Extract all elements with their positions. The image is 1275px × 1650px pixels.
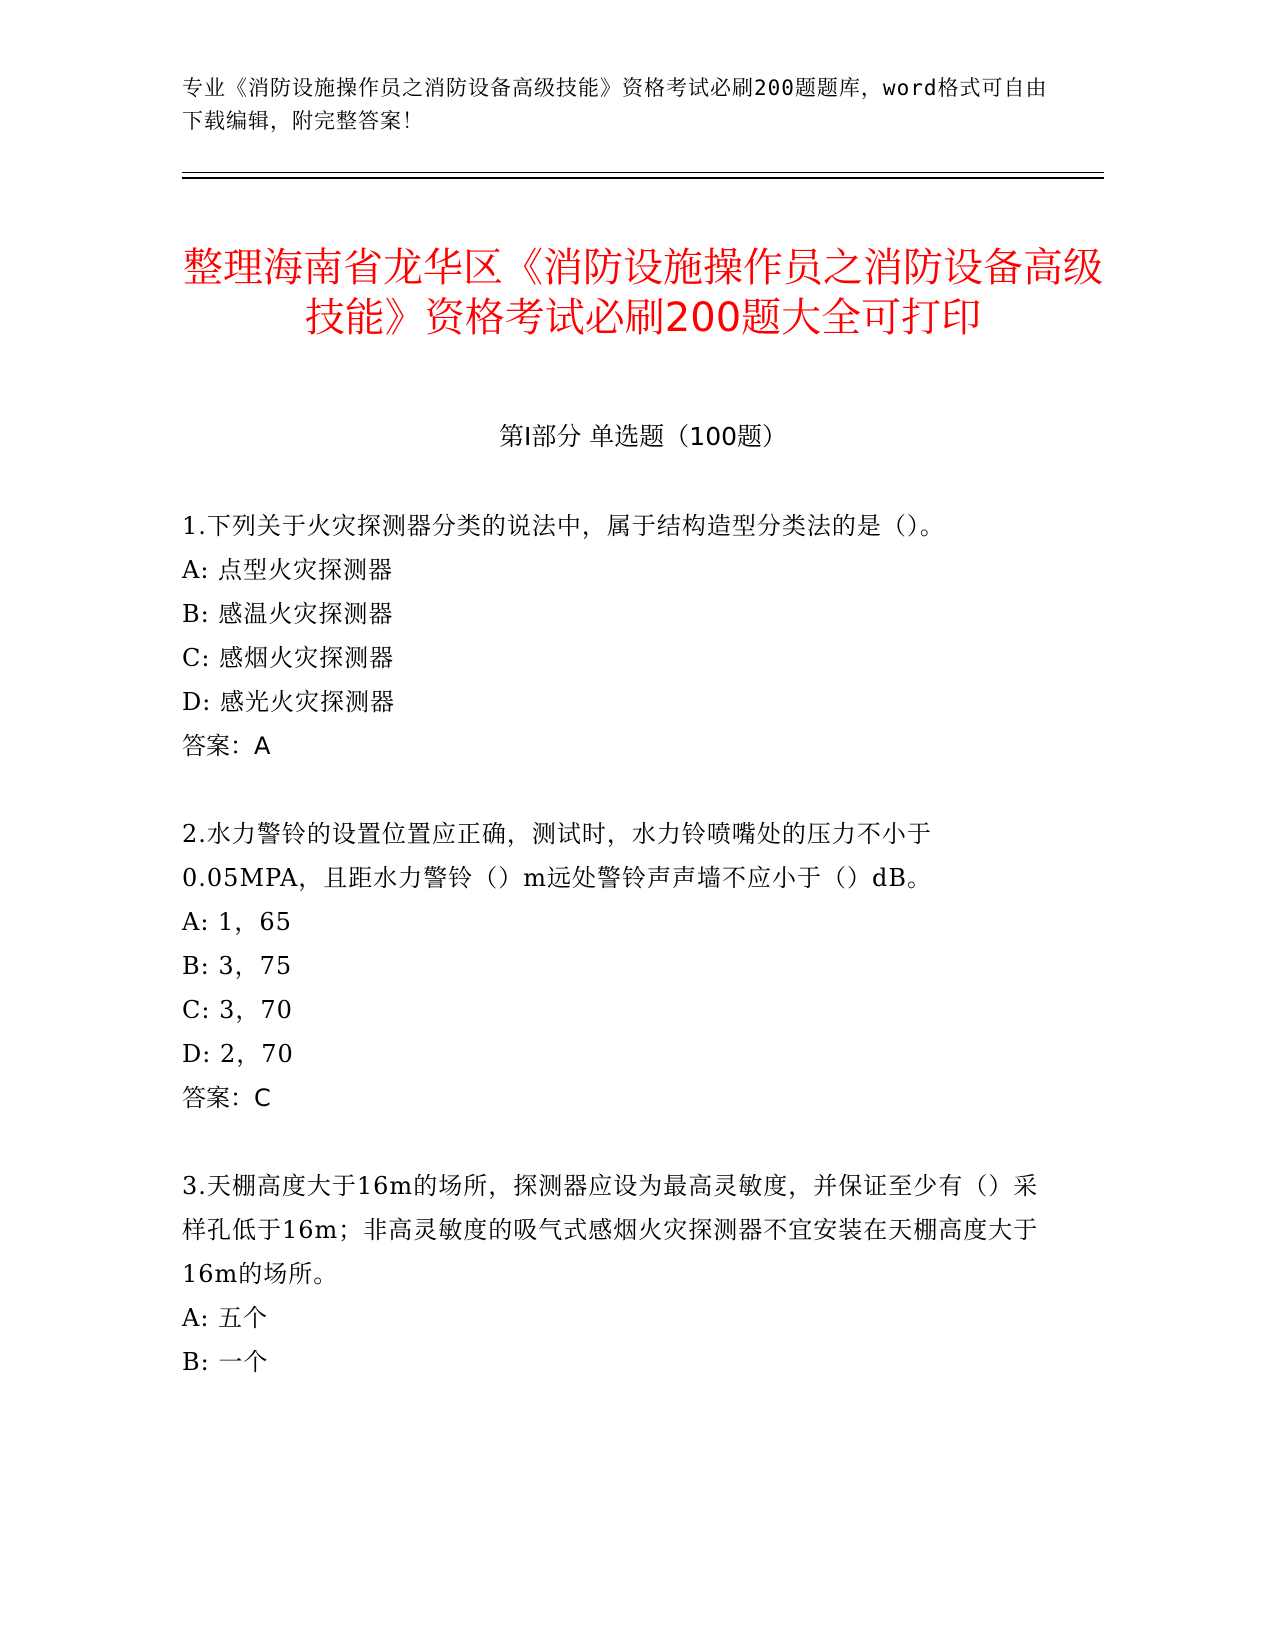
option-a: A: 1，65 xyxy=(182,908,292,936)
question-spacer xyxy=(182,1120,1052,1164)
question-stem: 1.下列关于火灾探测器分类的说法中，属于结构造型分类法的是（）。 xyxy=(182,512,945,540)
header-divider-thick xyxy=(182,177,1104,179)
question-1 xyxy=(182,504,1052,768)
header-divider-thin xyxy=(182,172,1104,173)
question-stem: 2.水力警铃的设置位置应正确，测试时，水力铃喷嘴处的压力不小于0.05MPA，且距水力警铃（）m远处警铃声声墙不应小于（）dB。 xyxy=(182,820,933,892)
question-stem: 3.天棚高度大于16m的场所，探测器应设为最高灵敏度，并保证至少有（）采样孔低于16m；非高灵敏度的吸气式感烟火灾探测器不宜安装在天棚高度大于16m的场所。 xyxy=(182,1172,1039,1288)
question-2 xyxy=(182,812,1052,1120)
option-c: C: 感烟火灾探测器 xyxy=(182,644,395,672)
option-c: C: 3，70 xyxy=(182,996,293,1024)
question-spacer xyxy=(182,768,1052,812)
option-b: B: 3，75 xyxy=(182,952,293,980)
option-a: A: 点型火灾探测器 xyxy=(182,556,394,584)
question-list xyxy=(182,504,1052,1384)
document-title: 整理海南省龙华区《消防设施操作员之消防设备高级技能》资格考试必刷200题大全可打印 xyxy=(183,244,1103,341)
option-b: B: 一个 xyxy=(182,1348,269,1376)
header-note: 专业《消防设施操作员之消防设备高级技能》资格考试必刷200题题库，word格式可自由下载编辑，附完整答案！ xyxy=(182,76,1048,133)
option-a: A: 五个 xyxy=(182,1304,269,1332)
question-3 xyxy=(182,1164,1052,1384)
option-b: B: 感温火灾探测器 xyxy=(182,600,394,628)
answer-line: 答案：A xyxy=(182,732,271,760)
option-d: D: 2，70 xyxy=(182,1040,294,1068)
answer-line: 答案：C xyxy=(182,1084,271,1112)
section-title: 第Ⅰ部分 单选题（100题） xyxy=(498,422,788,451)
option-d: D: 感光火灾探测器 xyxy=(182,688,395,716)
